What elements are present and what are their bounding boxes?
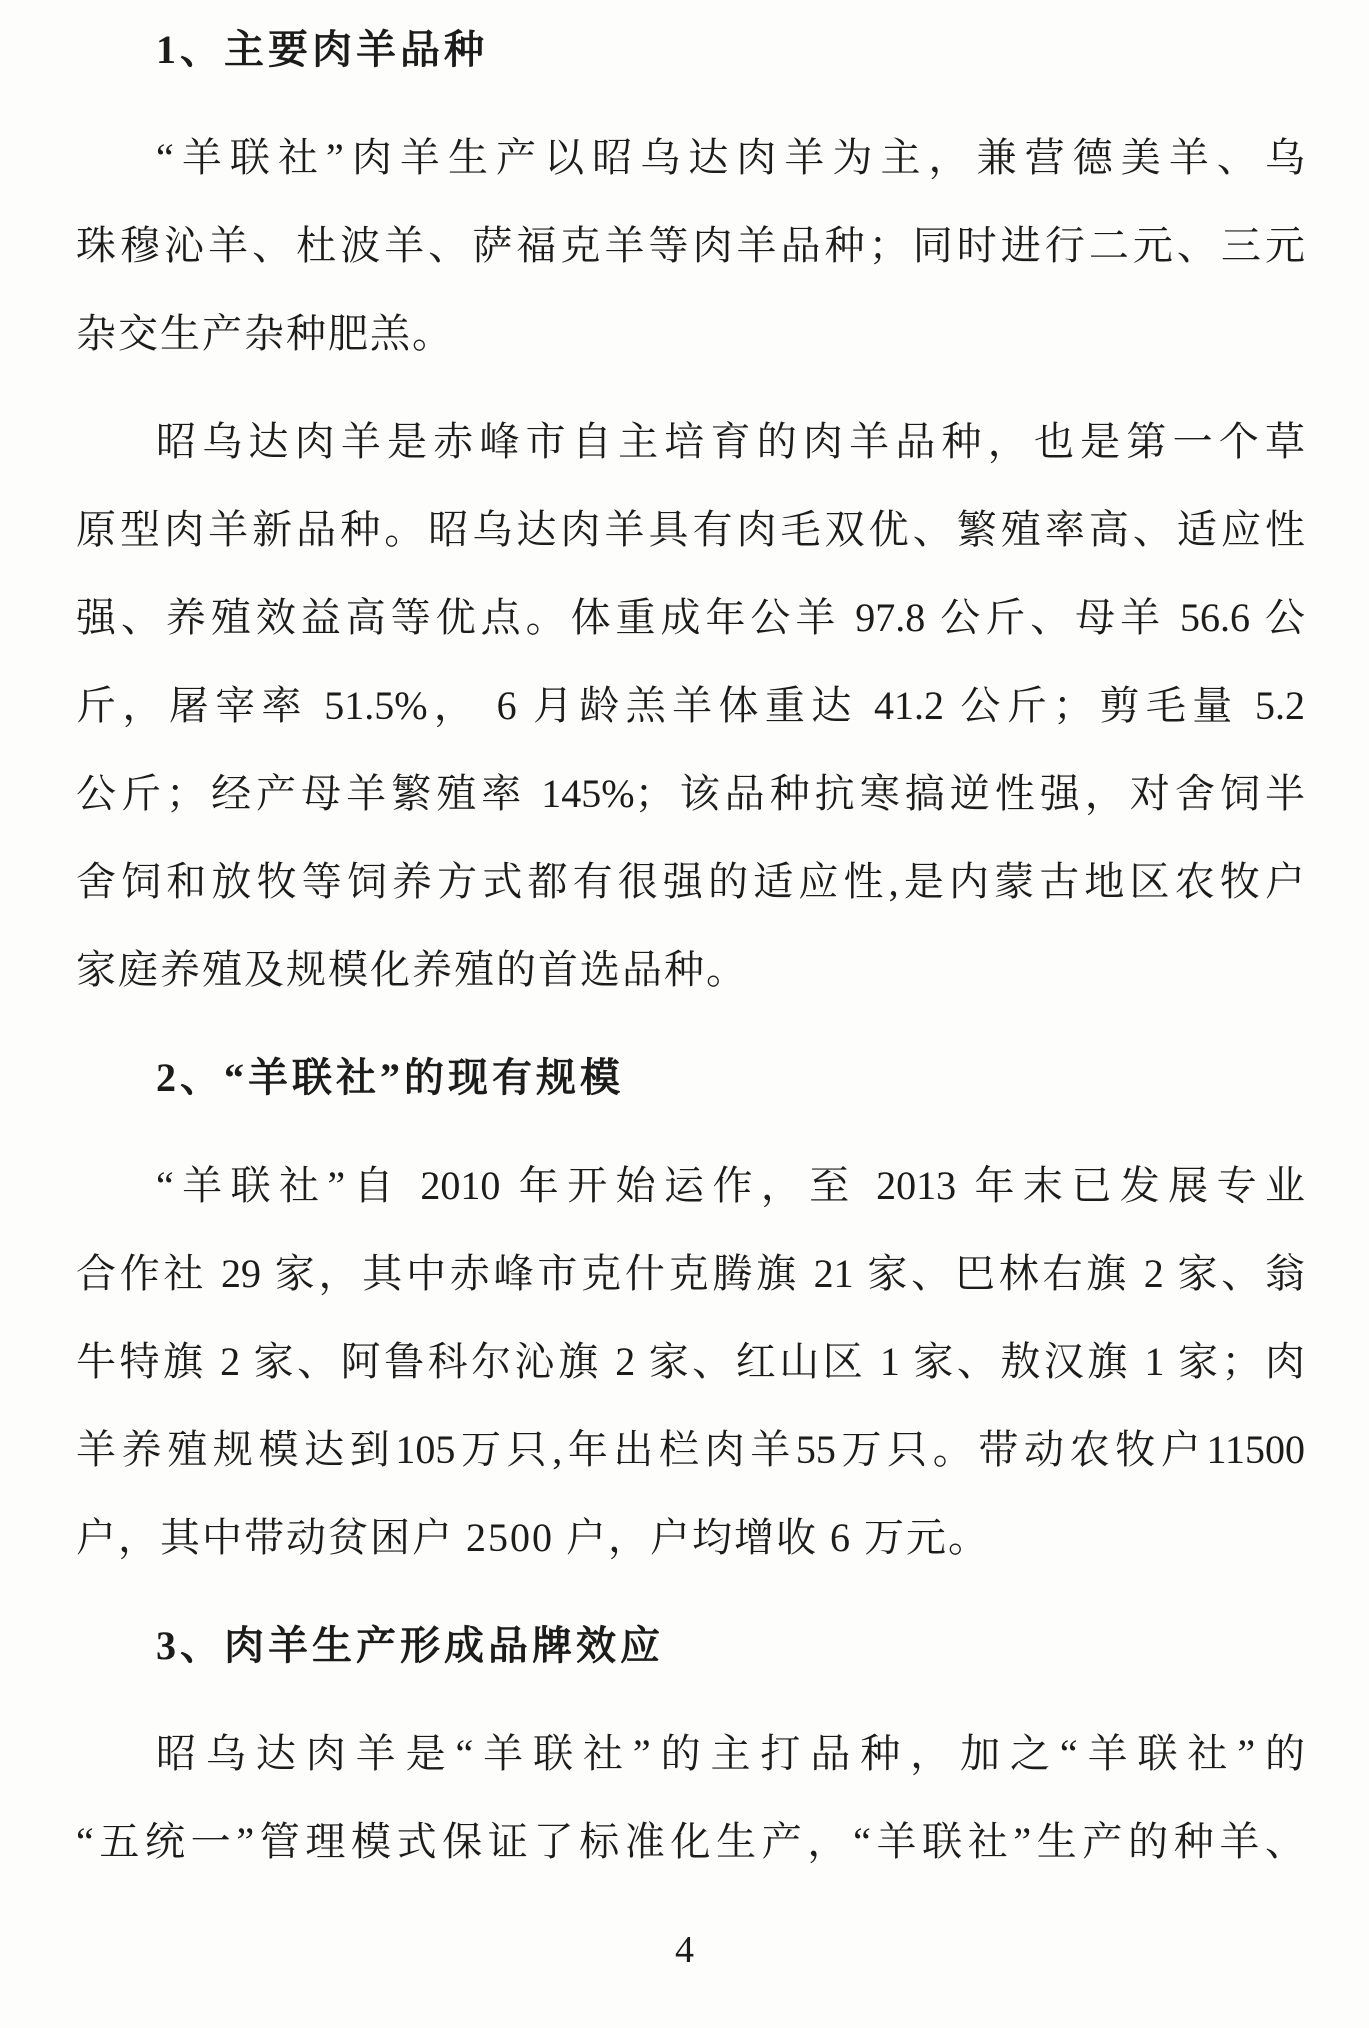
text-line: 原型肉羊新品种。昭乌达肉羊具有肉毛双优、繁殖率高、适应性 [76, 507, 1305, 552]
paragraph [76, 1710, 1305, 1886]
section-heading: 3、肉羊生产形成品牌效应 [156, 1623, 664, 1668]
paragraph [76, 1142, 1305, 1582]
text-line: 杂交生产杂种肥羔。 [76, 311, 454, 356]
section-heading: 2、“羊联社”的现有规模 [156, 1055, 624, 1100]
text-line: 昭乌达肉羊是“羊联社”的主打品种，加之“羊联社”的 [156, 1731, 1305, 1776]
text-line: 强、养殖效益高等优点。体重成年公羊 97.8 公斤、母羊 56.6 公 [76, 595, 1305, 640]
text-line: 斤，屠宰率 51.5%， 6 月龄羔羊体重达 41.2 公斤；剪毛量 5.2 [76, 683, 1305, 728]
text-line: 公斤；经产母羊繁殖率 145%；该品种抗寒搞逆性强，对舍饲半 [76, 771, 1305, 816]
text-line: 牛特旗 2 家、阿鲁科尔沁旗 2 家、红山区 1 家、敖汉旗 1 家；肉 [76, 1339, 1305, 1384]
text-line: “羊联社”肉羊生产以昭乌达肉羊为主，兼营德美羊、乌 [156, 135, 1305, 180]
text-line: “五统一”管理模式保证了标准化生产，“羊联社”生产的种羊、 [76, 1819, 1305, 1864]
text-line: 舍饲和放牧等饲养方式都有很强的适应性,是内蒙古地区农牧户 [76, 859, 1305, 904]
text-line: 昭乌达肉羊是赤峰市自主培育的肉羊品种，也是第一个草 [156, 419, 1305, 464]
text-line: “羊联社”自 2010 年开始运作，至 2013 年末已发展专业 [156, 1163, 1305, 1208]
text-line: 珠穆沁羊、杜波羊、萨福克羊等肉羊品种；同时进行二元、三元 [76, 223, 1305, 268]
text-line: 户，其中带动贫困户 2500 户，户均增收 6 万元。 [76, 1515, 990, 1560]
text-line: 合作社 29 家，其中赤峰市克什克腾旗 21 家、巴林右旗 2 家、翁 [76, 1251, 1305, 1296]
section-heading: 1、主要肉羊品种 [156, 27, 488, 72]
paragraph [76, 398, 1305, 1014]
page-number: 4 [675, 1929, 694, 1971]
document-body [76, 6, 1305, 1886]
paragraph [76, 114, 1305, 378]
text-line: 羊养殖规模达到105万只,年出栏肉羊55万只。带动农牧户11500 [76, 1427, 1305, 1472]
text-line: 家庭养殖及规模化养殖的首选品种。 [76, 947, 748, 992]
